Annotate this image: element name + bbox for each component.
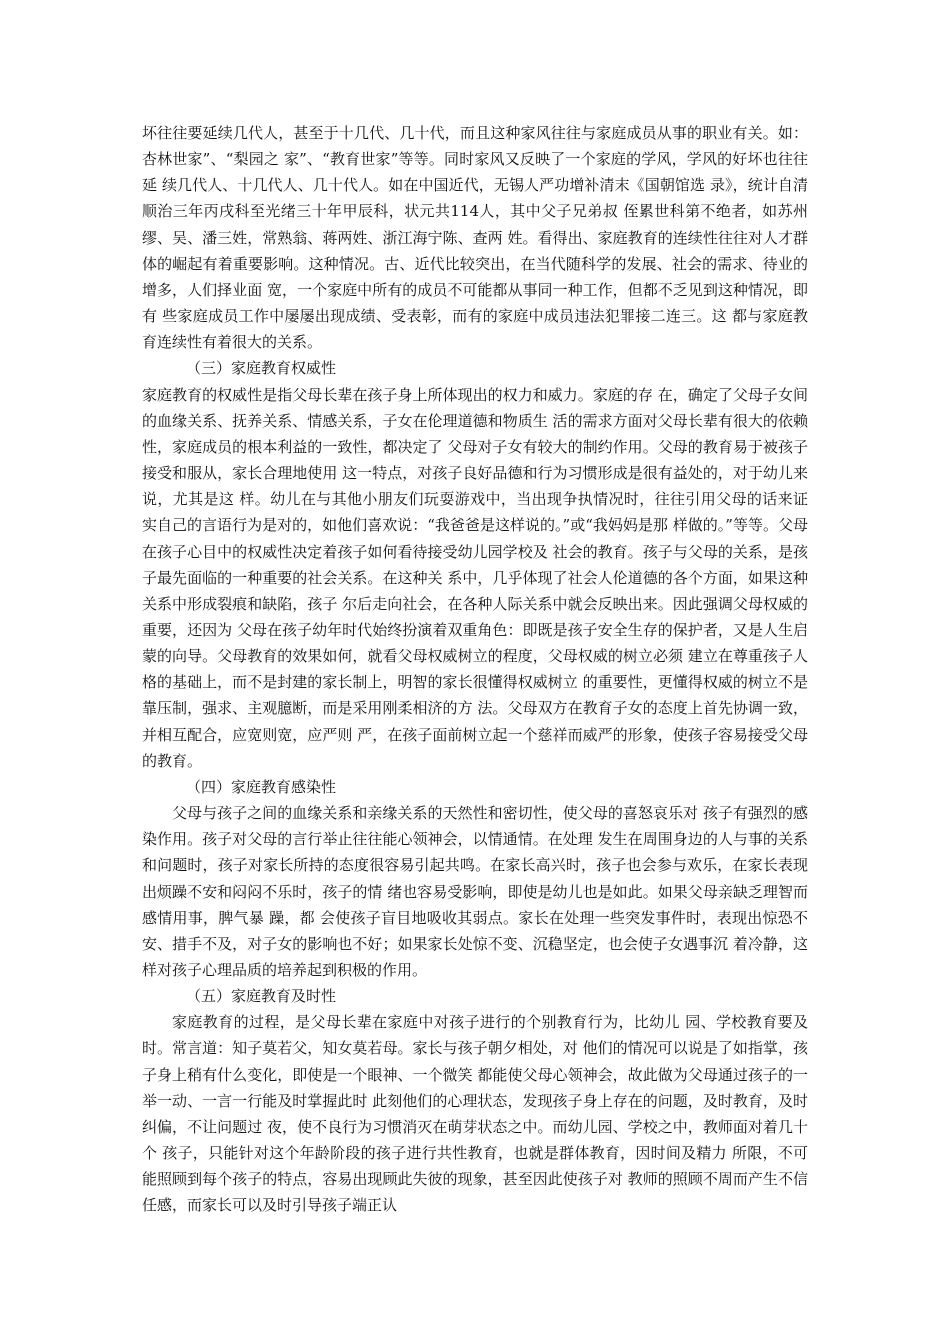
- section-heading-timeliness: （五）家庭教育及时性: [186, 987, 337, 1006]
- paragraph-influence: 父母与孩子之间的血缘关系和亲缘关系的天然性和密切性，使父母的喜怒哀乐对 孩子有强烈的感染作用。孩子对父母的言行举止往往能心领神会，以情通情。在处理 发生在周围身边的人与事的关系和问题时，孩子对家长所持的态度很容易引起共鸣。在家长高兴时，孩子也会参与欢乐，在家长表现出烦躁不安和闷闷不乐时，孩子的情 绪也容易受影响，即使是幼儿也是如此。如果父母亲缺乏理智而感情用事，脾气暴 躁，都 会使孩子盲目地吸收其弱点。家长在处理一些突发事件时，表现出惊恐不安、措手不及，对子女的影响也不好；如果家长处惊不变、沉稳坚定，也会使子女遇事沉 着冷静，这样对孩子心理品质的培养起到积极的作用。: [142, 804, 808, 979]
- section-heading-authority: （三）家庭教育权威性: [186, 359, 337, 378]
- paragraph-authority: 家庭教育的权威性是指父母长辈在孩子身上所体现出的权力和威力。家庭的存 在，确定了父母子女间的血缘关系、抚养关系、情感关系，子女在伦理道德和物质生 活的需求方面对父母长辈有很大的依赖性，家庭成员的根本利益的一致性，都决定了 父母对子女有较大的制约作用。父母的教育易于被孩子接受和服从，家长合理地使用 这一特点，对孩子良好品德和行为习惯形成是很有益处的，对于幼儿来说，尤其是这 样。幼儿在与其他小朋友们玩耍游戏中，当出现争执情况时，往往引用父母的话来证 实自己的言语行为是对的，如他们喜欢说：“我爸爸是这样说的。”或“我妈妈是那 样做的。”等等。父母在孩子心目中的权威性决定着孩子如何看待接受幼儿园学校及 社会的教育。孩子与父母的关系，是孩子最先面临的一种重要的社会关系。在这种关 系中，几乎体现了社会人伦道德的各个方面，如果这种关系中形成裂痕和缺陷，孩子 尔后走向社会，在各种人际关系中就会反映出来。因此强调父母权威的重要，还因为 父母在孩子幼年时代始终扮演着双重角色：即既是孩子安全生存的保护者，又是人生启蒙的向导。父母教育的效果如何，就看父母权威树立的程度，父母权威的树立必须 建立在尊重孩子人格的基础上，而不是封建的家长制上，明智的家长很懂得权威树立 的重要性，更懂得权威的树立不是靠压制，强求、主观臆断，而是采用刚柔相济的方 法。父母双方在教育子女的态度上首先协调一致，并相互配合，应宽则宽，应严则 严，在孩子面前树立起一个慈祥而威严的形象，使孩子容易接受父母的教育。: [142, 385, 808, 770]
- paragraph-timeliness: 家庭教育的过程，是父母长辈在家庭中对孩子进行的个别教育行为，比幼儿 园、学校教育要及时。常言道：知子莫若父，知女莫若母。家长与孩子朝夕相处，对 他们的情况可以说是了如指掌，孩子身上稍有什么变化，即使是一个眼神、一个微笑 都能使父母心领神会，故此做为父母通过孩子的一举一动、一言一行能及时掌握此时 此刻他们的心理状态，发现孩子身上存在的问题，及时教育，及时纠偏，不让问题过 夜，使不良行为习惯消灭在萌芽状态之中。而幼儿园、学校之中，教师面对着几十个 孩子，只能针对这个年龄阶段的孩子进行共性教育，也就是群体教育，因时间及精力 所限，不可能照顾到每个孩子的特点，容易出现顾此失彼的现象，甚至因此使孩子对 教师的照顾不周而产生不信任感，而家长可以及时引导孩子端正认: [142, 1013, 808, 1215]
- paragraph-family-tradition-continuity: 坏往往要延续几代人，甚至于十几代、几十代，而且这种家风往往与家庭成员从事的职业有关。如：杏林世家”、“梨园之 家”、“教育世家”等等。同时家风又反映了一个家庭的学风，学风的好坏也往往延 续几代人、十几代人、几十代人。如在中国近代，无锡人严功增补清末《国朝馆选 录》，统计自清顺治三年丙戌科至光绪三十年甲辰科，状元共114人，其中父子兄弟叔 侄累世科第不绝者，如苏州缪、吴、潘三姓，常熟翁、蒋两姓、浙江海宁陈、查两 姓。看得出、家庭教育的连续性往往对人才群体的崛起有着重要影响。这种情况。古、近代比较突出，在当代随科学的发展、社会的需求、待业的增多，人们择业面 宽，一个家庭中所有的成员不可能都从事同一种工作，但都不乏见到这种情况，即有 些家庭成员工作中屡屡出现成绩、受表彰，而有的家庭中成员违法犯罪接二连三。这 都与家庭教育连续性有着很大的关系。: [142, 124, 808, 352]
- document-body: [142, 120, 808, 1219]
- section-heading-influence: （四）家庭教育感染性: [186, 777, 337, 796]
